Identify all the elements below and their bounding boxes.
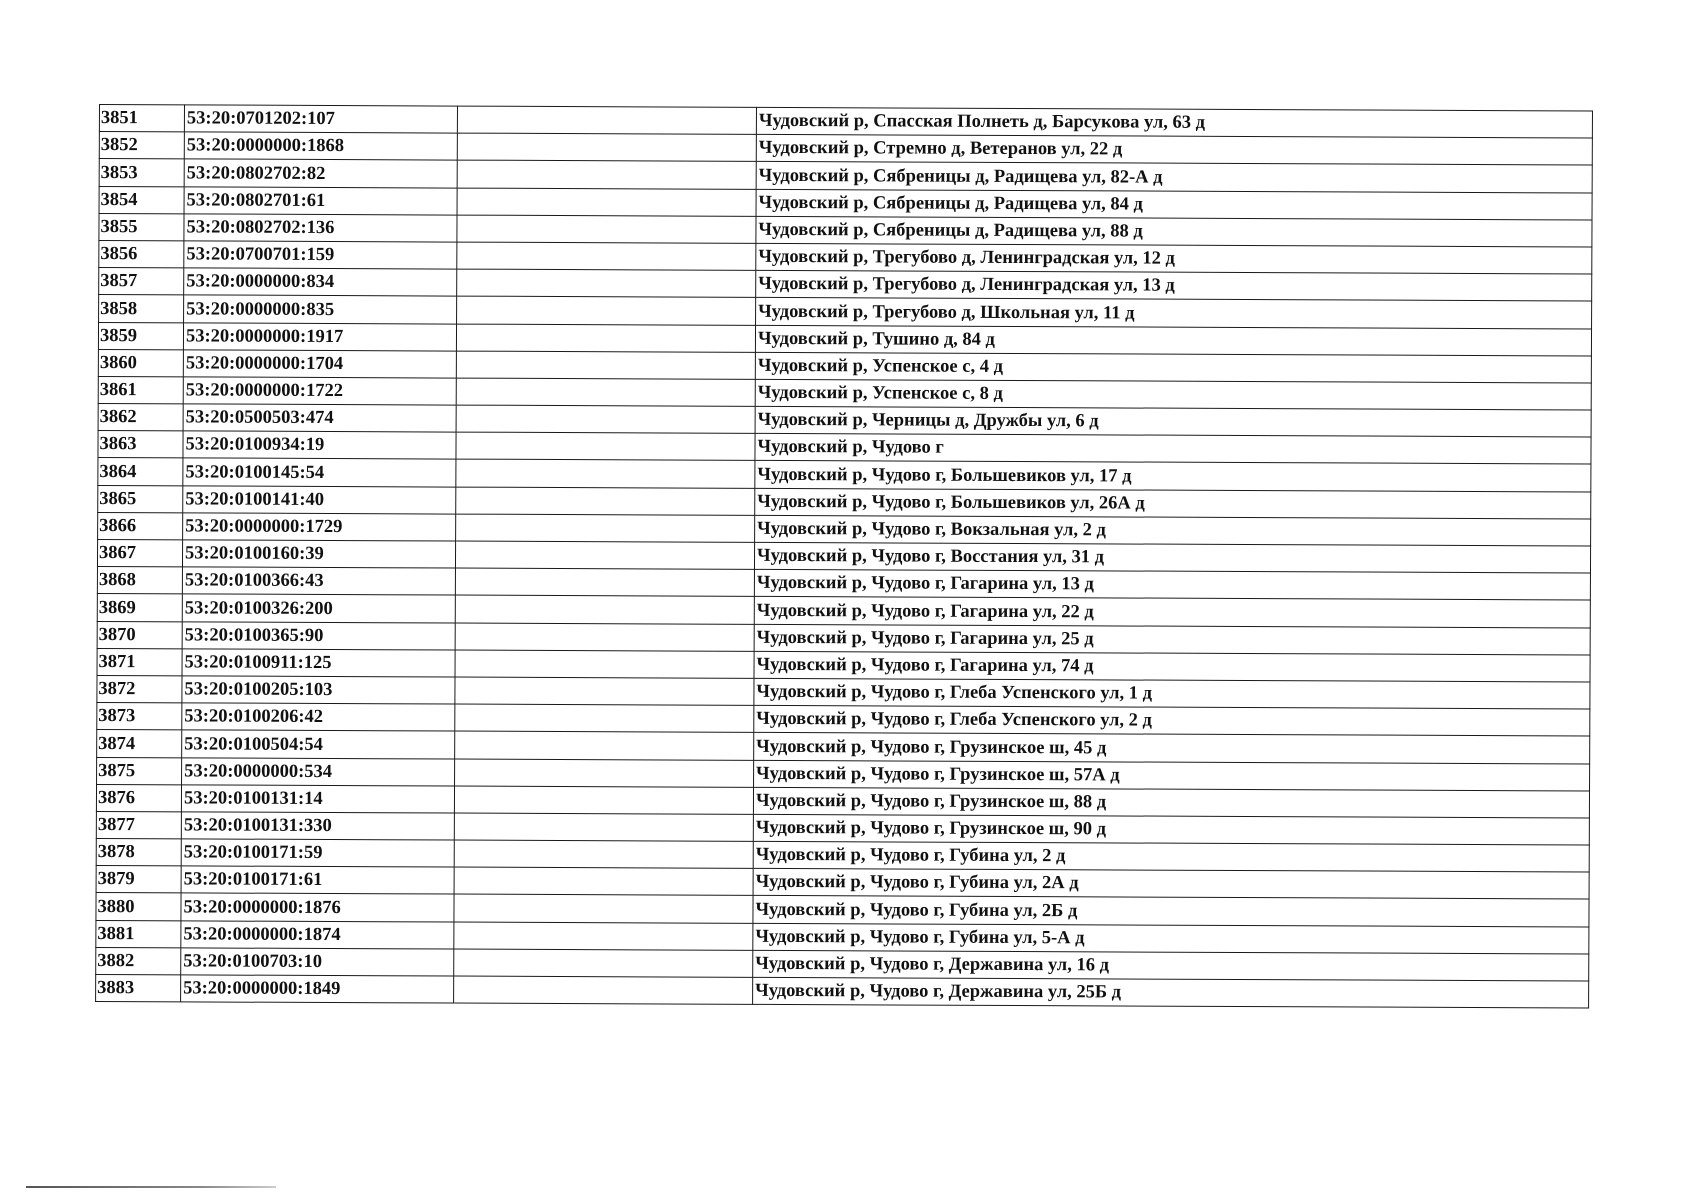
table-row (96, 974, 1589, 1008)
address: Чудовский р, Трегубово д, Школьная ул, 11 д (756, 298, 1592, 329)
empty-cell (454, 840, 753, 868)
cadastral-number: 53:20:0802702:82 (184, 159, 457, 187)
address: Чудовский р, Чудово г, Гагарина ул, 22 д (754, 597, 1590, 628)
empty-cell (457, 242, 756, 270)
row-number: 3882 (96, 947, 181, 975)
empty-cell (456, 432, 755, 460)
row-number: 3867 (97, 539, 182, 567)
address: Чудовский р, Сябреницы д, Радищева ул, 88 д (756, 216, 1592, 247)
address: Чудовский р, Чудово г, Губина ул, 2Б д (753, 896, 1589, 927)
empty-cell (455, 759, 754, 787)
cadastral-number: 53:20:0100365:90 (182, 621, 455, 649)
empty-cell (457, 215, 756, 243)
address: Чудовский р, Чудово г, Державина ул, 25Б д (753, 977, 1589, 1008)
address: Чудовский р, Успенское с, 4 д (755, 352, 1591, 383)
empty-cell (454, 813, 753, 841)
row-number: 3875 (97, 757, 182, 785)
empty-cell (454, 949, 753, 977)
cadastral-number: 53:20:0000000:1704 (183, 350, 456, 378)
address: Чудовский р, Чудово г, Глеба Успенского ул, 2 д (754, 705, 1590, 736)
empty-cell (455, 623, 754, 651)
property-registry-table (95, 104, 1593, 1009)
row-number: 3863 (98, 431, 183, 459)
empty-cell (455, 541, 754, 569)
row-number: 3869 (97, 594, 182, 622)
row-number: 3855 (99, 213, 184, 241)
empty-cell (456, 351, 755, 379)
cadastral-number: 53:20:0100366:43 (182, 567, 455, 595)
row-number: 3851 (99, 105, 184, 133)
row-number: 3877 (96, 811, 181, 839)
address: Чудовский р, Чудово г, Гагарина ул, 25 д (754, 624, 1590, 655)
empty-cell (454, 976, 753, 1004)
address: Чудовский р, Трегубово д, Ленинградская ул, 13 д (756, 270, 1592, 301)
row-number: 3859 (98, 322, 183, 350)
row-number: 3876 (96, 784, 181, 812)
cadastral-number: 53:20:0802702:136 (184, 214, 457, 242)
row-number: 3857 (99, 268, 184, 296)
cadastral-number: 53:20:0000000:1874 (181, 920, 454, 948)
row-number: 3864 (98, 458, 183, 486)
address: Чудовский р, Трегубово д, Ленинградская ул, 12 д (756, 243, 1592, 274)
cadastral-number: 53:20:0000000:1917 (183, 322, 456, 350)
row-number: 3879 (96, 866, 181, 894)
address: Чудовский р, Чудово г, Большевиков ул, 26А д (755, 488, 1591, 519)
row-number: 3880 (96, 893, 181, 921)
row-number: 3870 (97, 621, 182, 649)
empty-cell (455, 677, 754, 705)
empty-cell (454, 786, 753, 814)
empty-cell (454, 867, 753, 895)
cadastral-number: 53:20:0100326:200 (182, 594, 455, 622)
row-number: 3861 (98, 376, 183, 404)
row-number: 3868 (97, 567, 182, 595)
row-number: 3878 (96, 839, 181, 867)
address: Чудовский р, Тушино д, 84 д (755, 325, 1591, 356)
cadastral-number: 53:20:0100934:19 (183, 431, 456, 459)
cadastral-number: 53:20:0000000:1876 (181, 893, 454, 921)
address: Чудовский р, Чудово г, Грузинское ш, 88 д (753, 787, 1589, 818)
row-number: 3866 (98, 512, 183, 540)
row-number: 3862 (98, 404, 183, 432)
address: Чудовский р, Чудово г, Губина ул, 2 д (753, 841, 1589, 872)
cadastral-number: 53:20:0100131:14 (181, 785, 454, 813)
row-number: 3873 (97, 703, 182, 731)
address: Чудовский р, Чудово г, Грузинское ш, 90 д (753, 814, 1589, 845)
empty-cell (455, 731, 754, 759)
cadastral-number: 53:20:0000000:1729 (183, 513, 456, 541)
empty-cell (457, 133, 756, 161)
cadastral-number: 53:20:0100145:54 (183, 458, 456, 486)
empty-cell (455, 568, 754, 596)
row-number: 3874 (97, 730, 182, 758)
address: Чудовский р, Чудово г, Большевиков ул, 17 д (755, 461, 1591, 492)
empty-cell (456, 324, 755, 352)
cadastral-number: 53:20:0100171:59 (181, 839, 454, 867)
empty-cell (457, 188, 756, 216)
empty-cell (456, 459, 755, 487)
row-number: 3858 (99, 295, 184, 323)
scan-artifact-line (26, 1186, 276, 1188)
address: Чудовский р, Чудово г, Восстания ул, 31 д (754, 542, 1590, 573)
empty-cell (456, 487, 755, 515)
cadastral-number: 53:20:0100141:40 (183, 485, 456, 513)
empty-cell (454, 894, 753, 922)
empty-cell (457, 296, 756, 324)
empty-cell (454, 922, 753, 950)
empty-cell (457, 160, 756, 188)
address: Чудовский р, Чудово г, Гагарина ул, 13 д (754, 570, 1590, 601)
address: Чудовский р, Чудово г, Глеба Успенского ул, 1 д (754, 678, 1590, 709)
cadastral-number: 53:20:0100504:54 (182, 730, 455, 758)
cadastral-number: 53:20:0000000:835 (184, 295, 457, 323)
cadastral-number: 53:20:0100206:42 (182, 703, 455, 731)
cadastral-number: 53:20:0000000:1849 (181, 975, 454, 1003)
address: Чудовский р, Чудово г, Губина ул, 5-А д (753, 923, 1589, 954)
row-number: 3872 (97, 675, 182, 703)
empty-cell (455, 595, 754, 623)
cadastral-number: 53:20:0100160:39 (182, 540, 455, 568)
cadastral-number: 53:20:0100703:10 (181, 948, 454, 976)
cadastral-number: 53:20:0000000:1722 (183, 377, 456, 405)
address: Чудовский р, Чудово г, Грузинское ш, 57А д (754, 760, 1590, 791)
empty-cell (456, 378, 755, 406)
empty-cell (457, 269, 756, 297)
row-number: 3881 (96, 920, 181, 948)
address: Чудовский р, Чудово г, Державина ул, 16 д (753, 950, 1589, 981)
row-number: 3860 (98, 349, 183, 377)
cadastral-number: 53:20:0100205:103 (182, 676, 455, 704)
cadastral-number: 53:20:0802701:61 (184, 186, 457, 214)
address: Чудовский р, Сябреницы д, Радищева ул, 84 д (756, 189, 1592, 220)
empty-cell (457, 106, 756, 134)
empty-cell (456, 514, 755, 542)
row-number: 3883 (96, 974, 181, 1002)
address: Чудовский р, Чудово г, Губина ул, 2А д (753, 869, 1589, 900)
address: Чудовский р, Чудово г, Вокзальная ул, 2 д (755, 515, 1591, 546)
cadastral-number: 53:20:0100171:61 (181, 866, 454, 894)
address: Чудовский р, Черницы д, Дружбы ул, 6 д (755, 406, 1591, 437)
empty-cell (455, 650, 754, 678)
cadastral-number: 53:20:0000000:534 (182, 757, 455, 785)
cadastral-number: 53:20:0500503:474 (183, 404, 456, 432)
row-number: 3854 (99, 186, 184, 214)
empty-cell (456, 405, 755, 433)
empty-cell (455, 704, 754, 732)
row-number: 3853 (99, 159, 184, 187)
cadastral-number: 53:20:0700701:159 (184, 241, 457, 269)
address: Чудовский р, Успенское с, 8 д (755, 379, 1591, 410)
cadastral-number: 53:20:0100911:125 (182, 649, 455, 677)
registry-table-body (96, 105, 1593, 1009)
cadastral-number: 53:20:0701202:107 (184, 105, 457, 133)
address: Чудовский р, Стремно д, Ветеранов ул, 22 д (756, 135, 1592, 166)
cadastral-number: 53:20:0100131:330 (181, 812, 454, 840)
address: Чудовский р, Чудово г, Гагарина ул, 74 д (754, 651, 1590, 682)
row-number: 3871 (97, 648, 182, 676)
cadastral-number: 53:20:0000000:834 (184, 268, 457, 296)
address: Чудовский р, Спасская Полнеть д, Барсукова ул, 63 д (756, 107, 1592, 138)
address: Чудовский р, Чудово г (755, 434, 1591, 465)
row-number: 3865 (98, 485, 183, 513)
row-number: 3852 (99, 132, 184, 160)
address: Чудовский р, Чудово г, Грузинское ш, 45 д (754, 733, 1590, 764)
row-number: 3856 (99, 240, 184, 268)
address: Чудовский р, Сябреницы д, Радищева ул, 82-А д (756, 162, 1592, 193)
cadastral-number: 53:20:0000000:1868 (184, 132, 457, 160)
